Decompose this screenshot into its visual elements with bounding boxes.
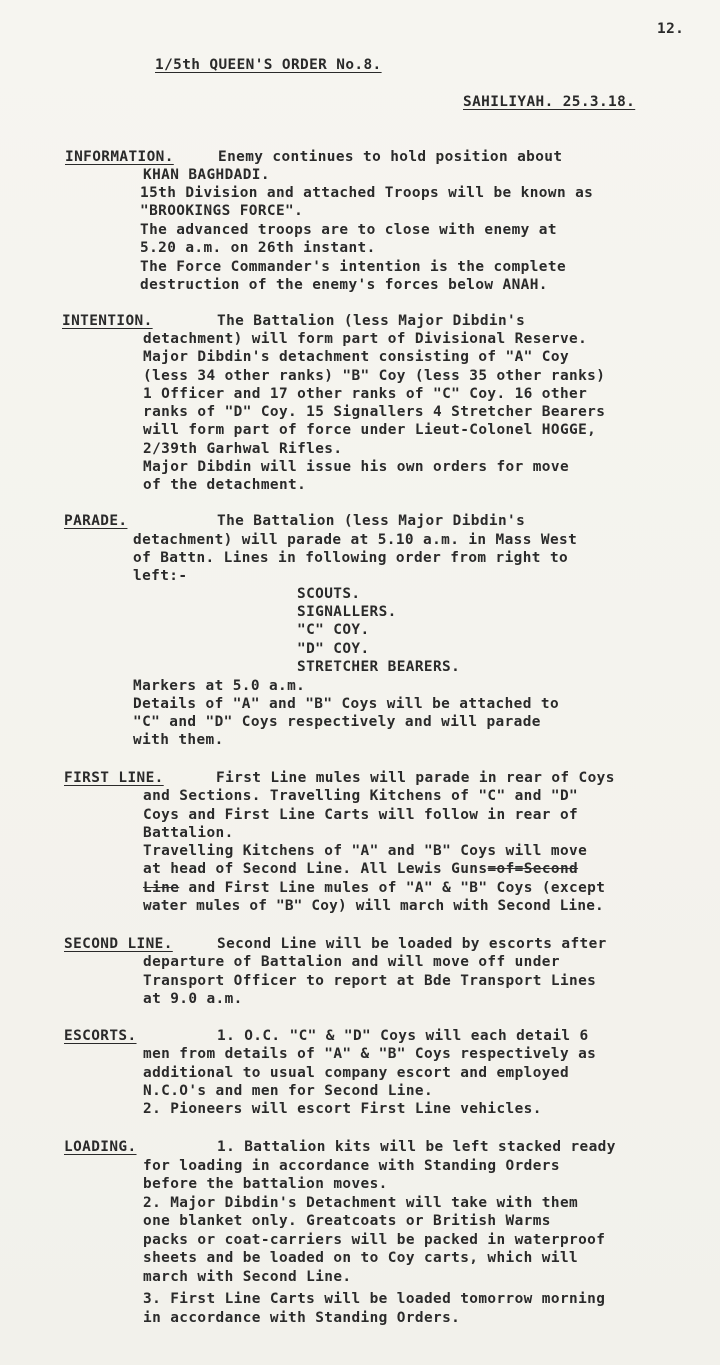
text-line: detachment) will form part of Divisional Reserve. [143, 331, 588, 347]
text-line: 15th Division and attached Troops will be known as [140, 185, 594, 201]
text-line: march with Second Line. [143, 1269, 352, 1285]
parade-order-item: STRETCHER BEARERS. [297, 659, 461, 675]
parade-order-item: SCOUTS. [297, 586, 361, 602]
heading-intention: INTENTION. [62, 313, 153, 329]
text-line: The advanced troops are to close with enemy at [140, 222, 557, 238]
heading-escorts: ESCORTS. [64, 1028, 137, 1044]
text-line: 2. Major Dibdin's Detachment will take with them [143, 1195, 579, 1211]
text-line: water mules of "B" Coy) will march with Second Line. [143, 898, 604, 914]
place-date: SAHILIYAH. 25.3.18. [463, 94, 636, 110]
heading-first-line: FIRST LINE. [64, 770, 164, 786]
text-line: "BROOKINGS FORCE". [140, 203, 304, 219]
text-line: of Battn. Lines in following order from right to [133, 550, 569, 566]
struck-text: =of=Second [487, 861, 579, 877]
text-line: destruction of the enemy's forces below ANAH. [140, 277, 548, 293]
text-line: The Force Commander's intention is the complete [140, 259, 567, 275]
heading-parade: PARADE. [64, 513, 128, 529]
text-line: one blanket only. Greatcoats or British Warms [143, 1213, 551, 1229]
text-line: with them. [133, 732, 224, 748]
text-line: The Battalion (less Major Dibdin's [217, 313, 526, 329]
text-line: Enemy continues to hold position about [218, 149, 563, 165]
text-line: at 9.0 a.m. [143, 991, 243, 1007]
text-line: departure of Battalion and will move off under [143, 954, 560, 970]
order-title: 1/5th QUEEN'S ORDER No.8. [155, 57, 382, 73]
text-line: 3. First Line Carts will be loaded tomorrow morning [143, 1291, 606, 1307]
parade-order-item: SIGNALLERS. [297, 604, 397, 620]
text-line: Travelling Kitchens of "A" and "B" Coys will move [143, 843, 588, 859]
text-line: Details of "A" and "B" Coys will be attached to [133, 696, 560, 712]
text-line: 1 Officer and 17 other ranks of "C" Coy. 16 other [143, 386, 588, 402]
text-line: ranks of "D" Coy. 15 Signallers 4 Stretcher Bearers [143, 404, 606, 420]
text-line: 5.20 a.m. on 26th instant. [140, 240, 376, 256]
page-number: 12. [657, 21, 685, 37]
text-line: packs or coat-carriers will be packed in waterproof [143, 1232, 606, 1248]
text-line: Major Dibdin's detachment consisting of "A" Coy [143, 349, 570, 365]
text-line: before the battalion moves. [143, 1176, 388, 1192]
heading-loading: LOADING. [64, 1139, 137, 1155]
text-line: Markers at 5.0 a.m. [133, 678, 306, 694]
text-line: "C" and "D" Coys respectively and will parade [133, 714, 541, 730]
text-line: Major Dibdin will issue his own orders for move [143, 459, 570, 475]
text-line: (less 34 other ranks) "B" Coy (less 35 other ranks) [143, 368, 606, 384]
parade-order-item: "C" COY. [297, 622, 370, 638]
text-line: Battalion. [143, 825, 234, 841]
text-line: Coys and First Line Carts will follow in rear of [143, 807, 579, 823]
text-line: in accordance with Standing Orders. [143, 1310, 461, 1326]
text-line: men from details of "A" & "B" Coys respectively as [143, 1046, 597, 1062]
parade-order-item: "D" COY. [297, 641, 370, 657]
heading-second-line: SECOND LINE. [64, 936, 173, 952]
text-line [143, 879, 605, 897]
text-line: Transport Officer to report at Bde Transport Lines [143, 973, 597, 989]
text-line: N.C.O's and men for Second Line. [143, 1083, 434, 1099]
text-line: of the detachment. [143, 477, 307, 493]
text-line: Second Line will be loaded by escorts after [217, 936, 607, 952]
text-line [143, 860, 578, 878]
text-line: The Battalion (less Major Dibdin's [217, 513, 526, 529]
text-line: sheets and be loaded on to Coy carts, which will [143, 1250, 579, 1266]
text-line: left:- [133, 568, 188, 584]
text-line: will form part of force under Lieut-Colonel HOGGE, [143, 422, 597, 438]
text-line: for loading in accordance with Standing Orders [143, 1158, 560, 1174]
heading-information: INFORMATION. [65, 149, 174, 165]
text-line: detachment) will parade at 5.10 a.m. in Mass West [133, 532, 578, 548]
struck-text: Line [143, 880, 180, 896]
text-line: First Line mules will parade in rear of Coys [216, 770, 615, 786]
text-line: 1. O.C. "C" & "D" Coys will each detail 6 [217, 1028, 589, 1044]
text-line: 1. Battalion kits will be left stacked ready [217, 1139, 616, 1155]
text-line: additional to usual company escort and employed [143, 1065, 570, 1081]
text-fragment: and First Line mules of "A" & "B" Coys (except [179, 880, 606, 896]
text-line: 2/39th Garhwal Rifles. [143, 441, 343, 457]
text-line: and Sections. Travelling Kitchens of "C" and "D" [143, 788, 579, 804]
text-line: 2. Pioneers will escort First Line vehicles. [143, 1101, 542, 1117]
text-line: KHAN BAGHDADI. [143, 167, 270, 183]
text-fragment: at head of Second Line. All Lewis Guns [143, 861, 488, 877]
